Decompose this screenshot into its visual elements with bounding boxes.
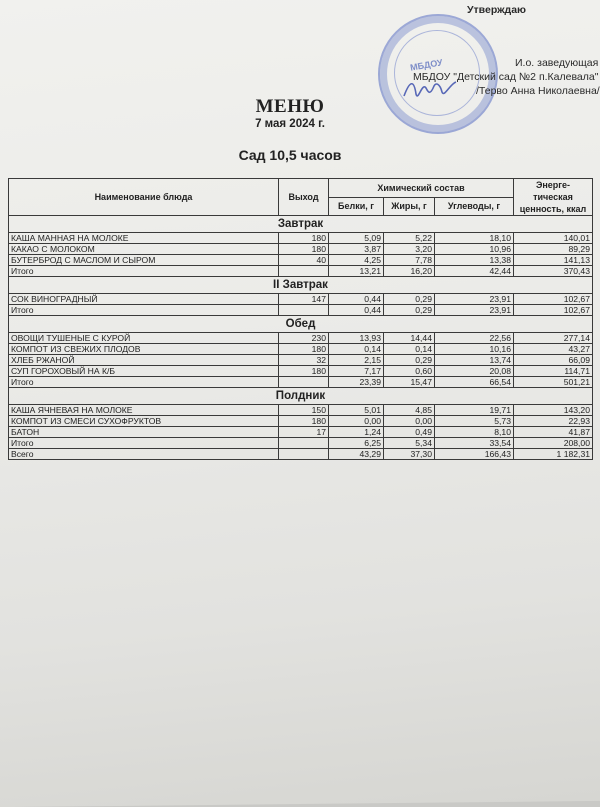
total-output xyxy=(279,266,329,277)
dish-protein: 5,01 xyxy=(329,405,384,416)
dish-name: КАКАО С МОЛОКОМ xyxy=(9,244,279,255)
dish-carbs: 13,74 xyxy=(435,355,514,366)
total-label: Итого xyxy=(9,377,279,388)
dish-carbs: 8,10 xyxy=(435,427,514,438)
section-header-row xyxy=(9,316,593,333)
approver-org: МБДОУ "Детский сад №2 п.Калевала" xyxy=(413,71,599,83)
grand-total-label: Всего xyxy=(9,449,279,460)
table-row xyxy=(9,416,593,427)
total-fat: 5,34 xyxy=(384,438,435,449)
total-label: Итого xyxy=(9,266,279,277)
total-label: Итого xyxy=(9,305,279,316)
dish-carbs: 10,96 xyxy=(435,244,514,255)
dish-output: 180 xyxy=(279,366,329,377)
total-output xyxy=(279,305,329,316)
dish-energy: 143,20 xyxy=(514,405,593,416)
total-row xyxy=(9,266,593,277)
table-row xyxy=(9,405,593,416)
dish-protein: 0,14 xyxy=(329,344,384,355)
dish-fat: 0,60 xyxy=(384,366,435,377)
dish-fat: 5,22 xyxy=(384,233,435,244)
dish-name: ХЛЕБ РЖАНОЙ xyxy=(9,355,279,366)
section-title: Обед xyxy=(9,316,593,333)
dish-energy: 277,14 xyxy=(514,333,593,344)
dish-energy: 140,01 xyxy=(514,233,593,244)
dish-output: 180 xyxy=(279,244,329,255)
table-row xyxy=(9,355,593,366)
header-output: Выход xyxy=(279,179,329,216)
dish-output: 32 xyxy=(279,355,329,366)
dish-output: 147 xyxy=(279,294,329,305)
dish-name: КАША МАННАЯ НА МОЛОКЕ xyxy=(9,233,279,244)
page-title: МЕНЮ xyxy=(255,96,325,117)
dish-fat: 0,00 xyxy=(384,416,435,427)
dish-fat: 0,49 xyxy=(384,427,435,438)
dish-carbs: 19,71 xyxy=(435,405,514,416)
table-row xyxy=(9,333,593,344)
section-title: II Завтрак xyxy=(9,277,593,294)
header-fat: Жиры, г xyxy=(384,197,435,216)
dish-output: 40 xyxy=(279,255,329,266)
dish-output: 230 xyxy=(279,333,329,344)
grand-total-carbs: 166,43 xyxy=(435,449,514,460)
dish-energy: 22,93 xyxy=(514,416,593,427)
dish-name: БУТЕРБРОД С МАСЛОМ И СЫРОМ xyxy=(9,255,279,266)
dish-energy: 41,87 xyxy=(514,427,593,438)
dish-protein: 0,00 xyxy=(329,416,384,427)
dish-output: 180 xyxy=(279,233,329,244)
dish-protein: 1,24 xyxy=(329,427,384,438)
dish-name: СУП ГОРОХОВЫЙ НА К/Б xyxy=(9,366,279,377)
dish-protein: 4,25 xyxy=(329,255,384,266)
dish-protein: 2,15 xyxy=(329,355,384,366)
total-protein: 23,39 xyxy=(329,377,384,388)
table-row xyxy=(9,244,593,255)
menu-table xyxy=(8,178,593,460)
grand-total-fat: 37,30 xyxy=(384,449,435,460)
header-dish-name: Наименование блюда xyxy=(9,179,279,216)
table-row xyxy=(9,344,593,355)
total-row xyxy=(9,438,593,449)
total-output xyxy=(279,377,329,388)
dish-energy: 114,71 xyxy=(514,366,593,377)
approver-name: /Терво Анна Николаевна/ xyxy=(476,85,600,97)
table-row xyxy=(9,255,593,266)
total-row xyxy=(9,305,593,316)
group-label: Сад 10,5 часов xyxy=(238,147,342,163)
section-header-row xyxy=(9,277,593,294)
header-carbs: Углеводы, г xyxy=(435,197,514,216)
table-row xyxy=(9,233,593,244)
dish-output: 150 xyxy=(279,405,329,416)
dish-carbs: 22,56 xyxy=(435,333,514,344)
dish-carbs: 13,38 xyxy=(435,255,514,266)
dish-energy: 102,67 xyxy=(514,294,593,305)
dish-fat: 0,29 xyxy=(384,294,435,305)
total-label: Итого xyxy=(9,438,279,449)
dish-fat: 0,14 xyxy=(384,344,435,355)
dish-fat: 7,78 xyxy=(384,255,435,266)
dish-carbs: 5,73 xyxy=(435,416,514,427)
header-protein: Белки, г xyxy=(329,197,384,216)
dish-energy: 141,13 xyxy=(514,255,593,266)
grand-total-protein: 43,29 xyxy=(329,449,384,460)
dish-fat: 3,20 xyxy=(384,244,435,255)
total-protein: 6,25 xyxy=(329,438,384,449)
dish-fat: 14,44 xyxy=(384,333,435,344)
dish-protein: 7,17 xyxy=(329,366,384,377)
grand-total-output xyxy=(279,449,329,460)
dish-output: 180 xyxy=(279,344,329,355)
total-carbs: 42,44 xyxy=(435,266,514,277)
total-protein: 13,21 xyxy=(329,266,384,277)
total-energy: 501,21 xyxy=(514,377,593,388)
dish-carbs: 18,10 xyxy=(435,233,514,244)
dish-carbs: 23,91 xyxy=(435,294,514,305)
section-title: Полдник xyxy=(9,388,593,405)
dish-carbs: 10,16 xyxy=(435,344,514,355)
header-chemical-composition: Химический состав xyxy=(329,179,514,198)
total-energy: 208,00 xyxy=(514,438,593,449)
total-carbs: 66,54 xyxy=(435,377,514,388)
dish-name: КОМПОТ ИЗ СВЕЖИХ ПЛОДОВ xyxy=(9,344,279,355)
dish-energy: 43,27 xyxy=(514,344,593,355)
section-header-row xyxy=(9,388,593,405)
dish-name: КОМПОТ ИЗ СМЕСИ СУХОФРУКТОВ xyxy=(9,416,279,427)
total-row xyxy=(9,377,593,388)
approve-label: Утверждаю xyxy=(467,4,527,16)
approval-block xyxy=(0,0,600,110)
total-energy: 370,43 xyxy=(514,266,593,277)
dish-name: КАША ЯЧНЕВАЯ НА МОЛОКЕ xyxy=(9,405,279,416)
total-fat: 0,29 xyxy=(384,305,435,316)
section-header-row xyxy=(9,216,593,233)
dish-output: 17 xyxy=(279,427,329,438)
total-fat: 15,47 xyxy=(384,377,435,388)
total-energy: 102,67 xyxy=(514,305,593,316)
total-protein: 0,44 xyxy=(329,305,384,316)
section-title: Завтрак xyxy=(9,216,593,233)
dish-energy: 89,29 xyxy=(514,244,593,255)
dish-name: БАТОН xyxy=(9,427,279,438)
dish-name: СОК ВИНОГРАДНЫЙ xyxy=(9,294,279,305)
grand-total-energy: 1 182,31 xyxy=(514,449,593,460)
total-output xyxy=(279,438,329,449)
stamp-center-text: МБДОУ xyxy=(409,57,444,73)
dish-protein: 5,09 xyxy=(329,233,384,244)
table-row xyxy=(9,294,593,305)
dish-fat: 0,29 xyxy=(384,355,435,366)
total-carbs: 33,54 xyxy=(435,438,514,449)
header-energy: Энерге- тическая ценность, ккал xyxy=(514,179,593,216)
dish-protein: 0,44 xyxy=(329,294,384,305)
dish-protein: 13,93 xyxy=(329,333,384,344)
dish-protein: 3,87 xyxy=(329,244,384,255)
dish-name: ОВОЩИ ТУШЕНЫЕ С КУРОЙ xyxy=(9,333,279,344)
menu-date: 7 мая 2024 г. xyxy=(255,118,325,130)
dish-carbs: 20,08 xyxy=(435,366,514,377)
dish-fat: 4,85 xyxy=(384,405,435,416)
total-fat: 16,20 xyxy=(384,266,435,277)
total-carbs: 23,91 xyxy=(435,305,514,316)
grand-total-row xyxy=(9,449,593,460)
dish-output: 180 xyxy=(279,416,329,427)
approver-position: И.о. заведующая xyxy=(515,57,599,69)
table-row xyxy=(9,427,593,438)
table-row xyxy=(9,366,593,377)
dish-energy: 66,09 xyxy=(514,355,593,366)
